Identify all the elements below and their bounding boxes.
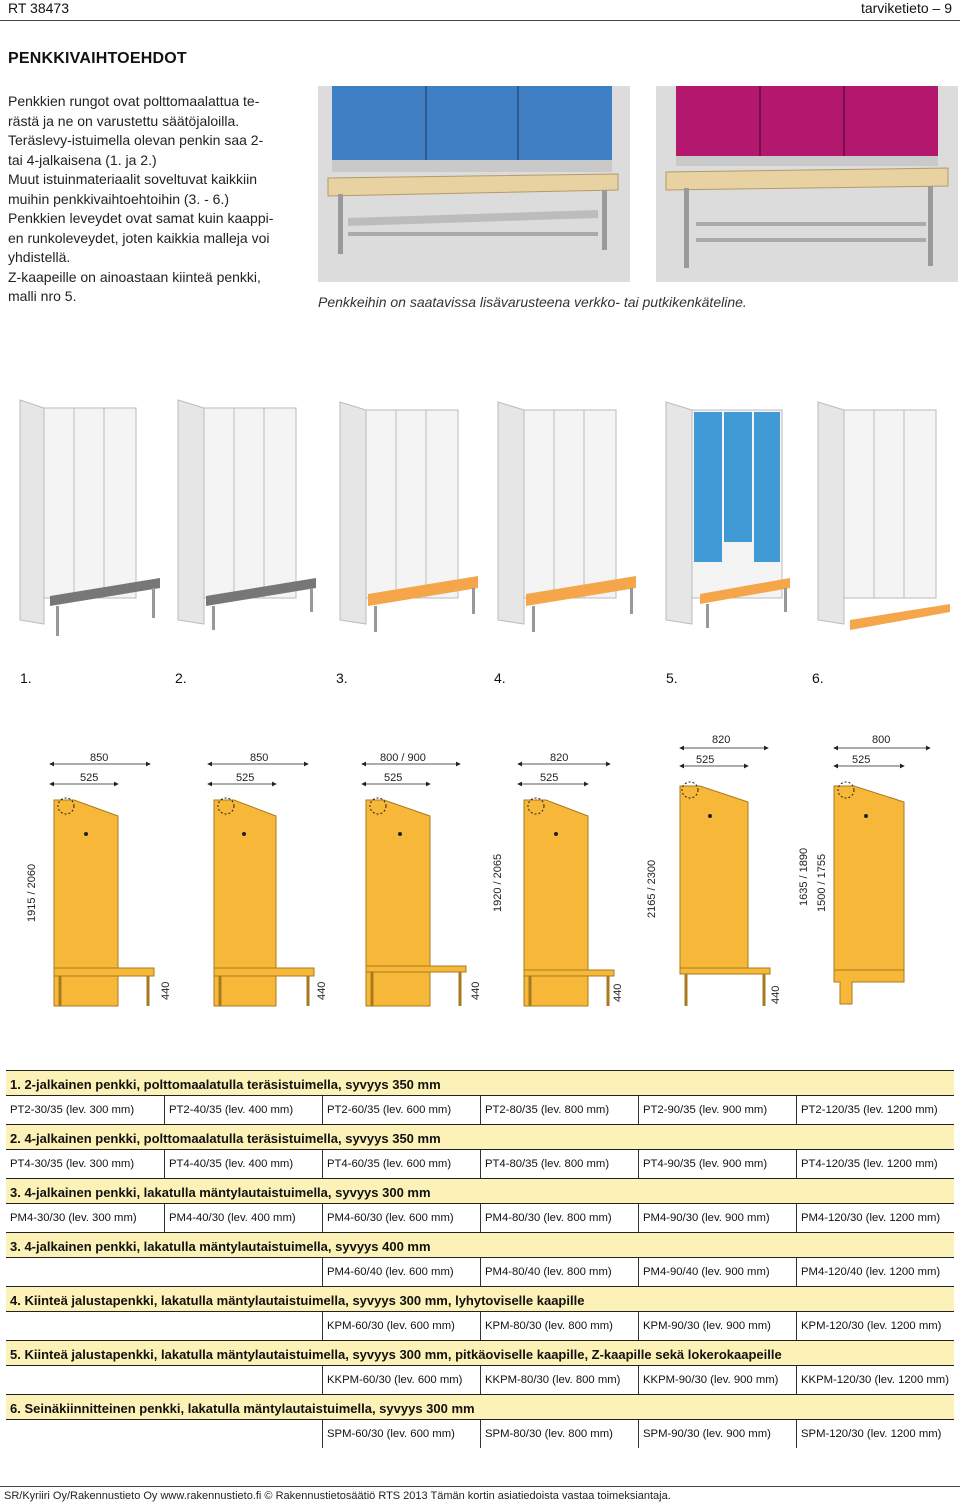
intro-line: en runkoleveydet, joten kaikkia malleja voi [8, 229, 270, 246]
model-number-3: 3. [336, 670, 348, 686]
page-title: PENKKIVAIHTOEHDOT [8, 50, 187, 67]
dim-depth-6: 525 [852, 754, 871, 766]
header-rule [0, 20, 960, 21]
intro-line: Z-kaapeille on ainoastaan kiinteä penkki, [8, 268, 261, 285]
model-number-6: 6. [812, 670, 824, 686]
product-code: PT4-40/35 (lev. 400 mm) [164, 1150, 322, 1178]
product-code [6, 1420, 164, 1448]
product-code: PT2-80/35 (lev. 800 mm) [480, 1096, 638, 1124]
product-code: SPM-120/30 (lev. 1200 mm) [796, 1420, 954, 1448]
dim-depth-4: 525 [540, 772, 559, 784]
section-title: 3. 4-jalkainen penkki, lakatulla mäntylautaistuimella, syvyys 300 mm [6, 1178, 954, 1204]
dim-height-5b: 1500 / 1755 [816, 853, 828, 912]
product-code [6, 1366, 164, 1394]
footer-text: SR/Kyriiri Oy/Rakennustieto Oy www.rakennustieto.fi © Rakennustietosäätiö RTS 2013 Tämän kortin asiatiedoista vastaa toimeksiantaja. [4, 1490, 671, 1502]
product-row [6, 1420, 954, 1448]
product-row [6, 1096, 954, 1124]
dim-depth-2: 525 [236, 772, 255, 784]
product-code: PM4-90/30 (lev. 900 mm) [638, 1204, 796, 1232]
product-row [6, 1312, 954, 1340]
dim-bench-2: 440 [316, 981, 328, 1000]
intro-line: Teräslevy-istuimella olevan penkin saa 2- [8, 132, 264, 148]
intro-line: rästä ja ne on varustettu säätöjaloilla. [8, 112, 240, 129]
dim-width-6: 800 [872, 734, 891, 746]
product-code: KPM-120/30 (lev. 1200 mm) [796, 1312, 954, 1340]
intro-line: yhdistellä. [8, 249, 71, 265]
dim-bench-4: 440 [612, 983, 624, 1002]
intro-line: tai 4-jalkaisena (1. ja 2.) [8, 151, 157, 168]
locker-renderings [0, 398, 960, 658]
product-row [6, 1204, 954, 1232]
dim-width-2: 850 [250, 752, 269, 764]
dim-height-4: 2165 / 2300 [646, 859, 658, 918]
dim-depth-5: 525 [696, 754, 715, 766]
dim-width-1: 850 [90, 752, 109, 764]
product-code: PT4-90/35 (lev. 900 mm) [638, 1150, 796, 1178]
product-code: PT4-80/35 (lev. 800 mm) [480, 1150, 638, 1178]
locker-render-3 [340, 402, 478, 632]
product-code [164, 1420, 322, 1448]
locker-render-2 [178, 400, 316, 630]
product-code [164, 1258, 322, 1286]
product-row [6, 1258, 954, 1286]
intro-line: Penkkien leveydet ovat samat kuin kaappi- [8, 210, 274, 226]
drawing-1 [54, 798, 154, 1006]
product-code: PM4-80/30 (lev. 800 mm) [480, 1204, 638, 1232]
locker-render-1 [20, 400, 160, 636]
product-table [6, 1070, 954, 1448]
dim-width-4: 820 [550, 752, 569, 764]
product-code: KPM-90/30 (lev. 900 mm) [638, 1312, 796, 1340]
intro-line: Penkkien rungot ovat polttomaalattua te- [8, 93, 260, 109]
model-number-5: 5. [666, 670, 678, 686]
header-left: RT 38473 [8, 0, 69, 16]
dim-depth-3: 525 [384, 772, 403, 784]
drawing-5 [680, 782, 770, 1006]
section-title: 6. Seinäkiinnitteinen penkki, lakatulla mäntylautaistuimella, syvyys 300 mm [6, 1394, 954, 1420]
intro-line: malli nro 5. [8, 288, 77, 304]
drawing-4 [524, 798, 614, 1006]
product-code: KKPM-90/30 (lev. 900 mm) [638, 1366, 796, 1394]
product-code: KKPM-80/30 (lev. 800 mm) [480, 1366, 638, 1394]
product-code: PT2-90/35 (lev. 900 mm) [638, 1096, 796, 1124]
section-title: 3. 4-jalkainen penkki, lakatulla mäntylautaistuimella, syvyys 400 mm [6, 1232, 954, 1258]
locker-render-5 [666, 402, 790, 628]
footer-rule [0, 1486, 960, 1487]
model-number-4: 4. [494, 670, 506, 686]
locker-render-4 [498, 402, 636, 632]
product-code [164, 1366, 322, 1394]
model-number-2: 2. [175, 670, 187, 686]
product-code: PM4-120/30 (lev. 1200 mm) [796, 1204, 954, 1232]
product-code [164, 1312, 322, 1340]
product-code [6, 1312, 164, 1340]
intro-line: Muut istuinmateriaalit soveltuvat kaikkiin [8, 171, 257, 187]
product-code: PT4-120/35 (lev. 1200 mm) [796, 1150, 954, 1178]
photo-caption: Penkkeihin on saatavissa lisävarusteena verkko- tai putkikenkäteline. [318, 294, 747, 310]
photo-blue-bench [318, 86, 630, 282]
drawing-2 [214, 798, 314, 1006]
product-code: SPM-90/30 (lev. 900 mm) [638, 1420, 796, 1448]
photo-magenta-bench [656, 86, 958, 282]
product-code: KPM-60/30 (lev. 600 mm) [322, 1312, 480, 1340]
product-code: PT2-40/35 (lev. 400 mm) [164, 1096, 322, 1124]
product-code: PT2-30/35 (lev. 300 mm) [10, 1104, 135, 1116]
header-right: tarviketieto – 9 [860, 0, 952, 16]
drawing-6 [834, 782, 904, 1004]
dim-bench-3: 440 [470, 981, 482, 1000]
product-code: PM4-60/40 (lev. 600 mm) [322, 1258, 480, 1286]
product-code: PT2-120/35 (lev. 1200 mm) [796, 1096, 954, 1124]
product-code: SPM-60/30 (lev. 600 mm) [322, 1420, 480, 1448]
section-title: 2. 4-jalkainen penkki, polttomaalatulla teräsistuimella, syvyys 350 mm [6, 1124, 954, 1150]
section-title: 5. Kiinteä jalustapenkki, lakatulla mäntylautaistuimella, syvyys 300 mm, pitkäoviselle kaapille, Z-kaapille sekä lokerokaapeille [6, 1340, 954, 1366]
product-row [6, 1150, 954, 1178]
section-title: 4. Kiinteä jalustapenkki, lakatulla mäntylautaistuimella, syvyys 300 mm, lyhytoviselle kaapille [6, 1286, 954, 1312]
product-code: SPM-80/30 (lev. 800 mm) [480, 1420, 638, 1448]
product-code: PM4-80/40 (lev. 800 mm) [480, 1258, 638, 1286]
product-code [6, 1258, 164, 1286]
product-row [6, 1366, 954, 1394]
intro-line: muihin penkkivaihtoehtoihin (3. - 6.) [8, 190, 230, 207]
intro-text [8, 92, 308, 307]
product-code: PM4-90/40 (lev. 900 mm) [638, 1258, 796, 1286]
dim-depth-1: 525 [80, 772, 99, 784]
product-code: PM4-30/30 (lev. 300 mm) [10, 1212, 137, 1224]
product-code: PM4-120/40 (lev. 1200 mm) [796, 1258, 954, 1286]
dim-width-5: 820 [712, 734, 731, 746]
dim-bench-5: 440 [770, 985, 782, 1004]
drawing-3 [366, 798, 466, 1006]
product-code: PT2-60/35 (lev. 600 mm) [322, 1096, 480, 1124]
product-code: PT4-30/35 (lev. 300 mm) [10, 1158, 135, 1170]
dim-height-1: 1915 / 2060 [26, 863, 38, 922]
locker-render-6 [818, 402, 950, 630]
model-number-1: 1. [20, 670, 32, 686]
product-code: KKPM-60/30 (lev. 600 mm) [322, 1366, 480, 1394]
product-code: KPM-80/30 (lev. 800 mm) [480, 1312, 638, 1340]
dim-height-3: 1920 / 2065 [492, 853, 504, 912]
product-code: PM4-60/30 (lev. 600 mm) [322, 1204, 480, 1232]
product-code: PT4-60/35 (lev. 600 mm) [322, 1150, 480, 1178]
dim-height-5a: 1635 / 1890 [798, 847, 810, 906]
section-title: 1. 2-jalkainen penkki, polttomaalatulla teräsistuimella, syvyys 350 mm [6, 1070, 954, 1096]
dim-width-3: 800 / 900 [380, 752, 426, 764]
product-code: KKPM-120/30 (lev. 1200 mm) [796, 1366, 954, 1394]
dim-bench-1: 440 [160, 981, 172, 1000]
product-code: PM4-40/30 (lev. 400 mm) [164, 1204, 322, 1232]
